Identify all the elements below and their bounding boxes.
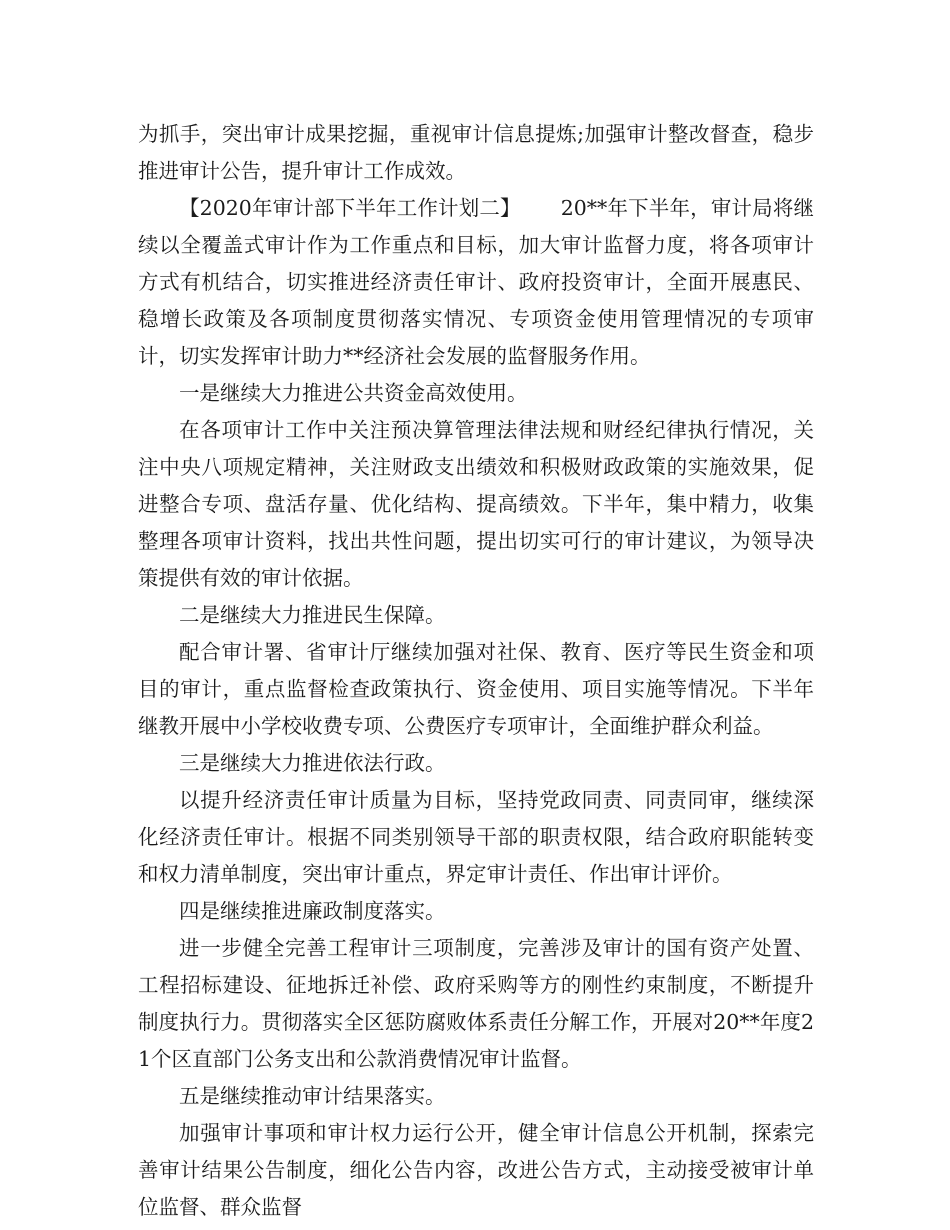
point-heading-5: 五是继续推动审计结果落实。: [179, 1084, 446, 1108]
point-body-5: 加强审计事项和审计权力运行公开，健全审计信息公开机制，探索完善审计结果公告制度，细化公告内容，改进公告方式，主动接受被审计单位监督、群众监督: [138, 1121, 814, 1219]
point-heading-1: 一是继续大力推进公共资金高效使用。: [179, 381, 528, 405]
point-body-2: 配合审计署、省审计厅继续加强对社保、教育、医疗等民生资金和项目的审计，重点监督检查政策执行、资金使用、项目实施等情况。下半年继教开展中小学校收费专项、公费医疗专项审计，全面维护群众利益。: [138, 640, 814, 738]
point-body-3: 以提升经济责任审计质量为目标，坚持党政同责、同责同审，继续深化经济责任审计。根据不同类别领导干部的职责权限，结合政府职能转变和权力清单制度，突出审计重点，界定审计责任、作出审计评价。: [138, 788, 814, 886]
section-intro: 20**年下半年，审计局将继续以全覆盖式审计作为工作重点和目标，加大审计监督力度，将各项审计方式有机结合，切实推进经济责任审计、政府投资审计，全面开展惠民、稳增长政策及各项制度贯彻落实情况、专项资金使用管理情况的专项审计，切实发挥审计助力**经济社会发展的监督服务作用。: [138, 196, 814, 368]
section-title: 【2020年审计部下半年工作计划二】: [179, 196, 521, 220]
point-body-1: 在各项审计工作中关注预决算管理法律法规和财经纪律执行情况，关注中央八项规定精神，关注财政支出绩效和积极财政政策的实施效果，促进整合专项、盘活存量、优化结构、提高绩效。下半年，集中精力，收集整理各项审计资料，找出共性问题，提出切实可行的审计建议，为领导决策提供有效的审计依据。: [138, 418, 814, 590]
paragraph-continuation: 为抓手，突出审计成果挖掘，重视审计信息提炼;加强审计整改督查，稳步推进审计公告，提升审计工作成效。: [138, 122, 814, 183]
point-heading-3: 三是继续大力推进依法行政。: [179, 751, 446, 775]
point-heading-2: 二是继续大力推进民生保障。: [179, 603, 446, 627]
point-body-4: 进一步健全完善工程审计三项制度，完善涉及审计的国有资产处置、工程招标建设、征地拆迁补偿、政府采购等方的刚性约束制度，不断提升制度执行力。贯彻落实全区惩防腐败体系责任分解工作，开展对20**年度21个区直部门公务支出和公款消费情况审计监督。: [138, 936, 814, 1071]
point-heading-4: 四是继续推进廉政制度落实。: [179, 899, 446, 923]
document-page: [138, 116, 814, 1226]
section-heading-paragraph: [138, 190, 814, 375]
